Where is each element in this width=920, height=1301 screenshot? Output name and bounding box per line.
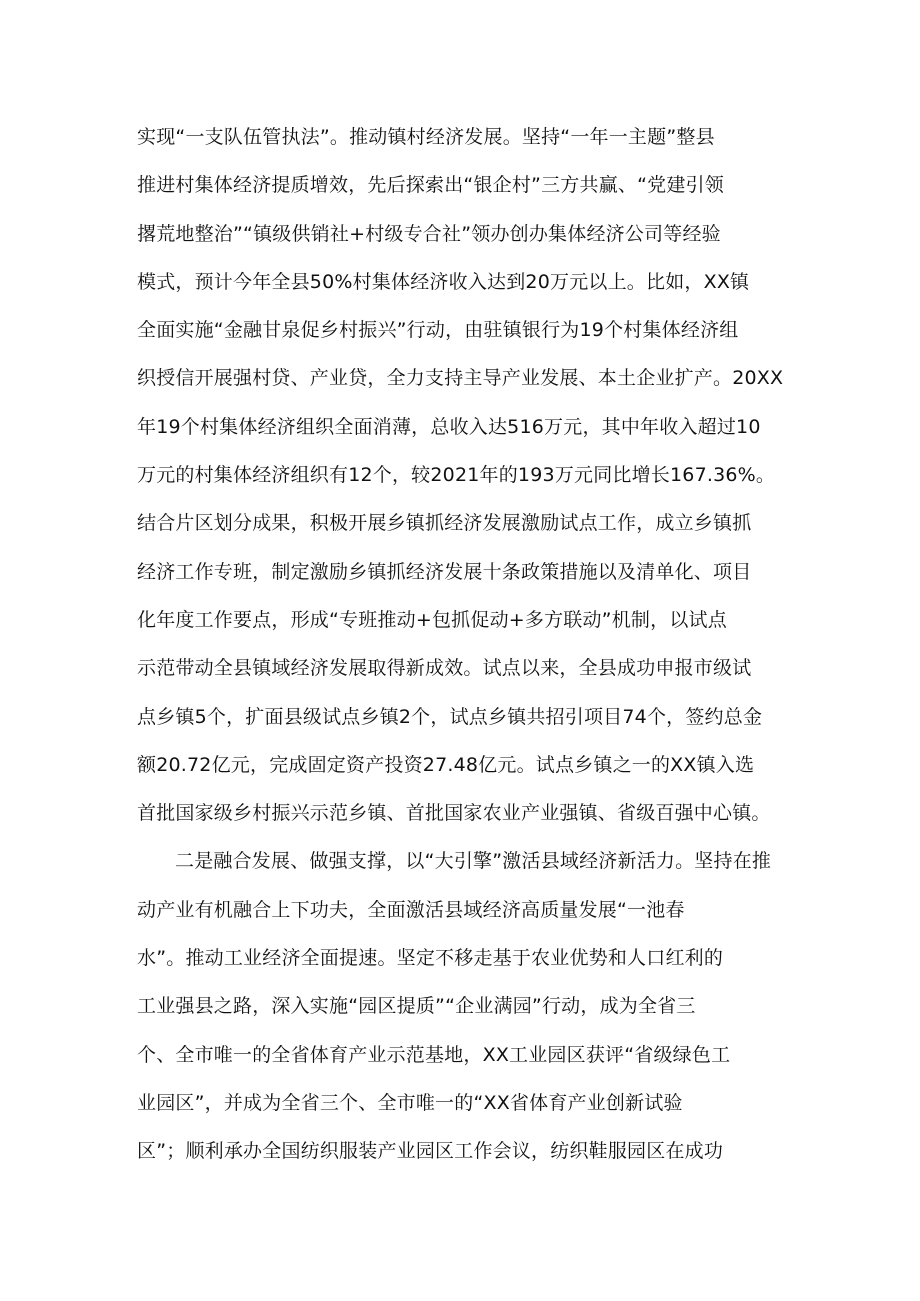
text-line: 模式，预计今年全县50%村集体经济收入达到20万元以上。比如，XX镇	[137, 270, 750, 293]
text-line: 织授信开展强村贷、产业贷，全力支持主导产业发展、本土企业扩产。20XX	[137, 367, 784, 390]
text-line: 二是融合发展、做强支撑，以“大引擎”激活县域经济新活力。坚持在推	[175, 850, 772, 873]
text-line: 年19个村集体经济组织全面消薄，总收入达516万元，其中年收入超过10	[137, 415, 761, 438]
text-line: 经济工作专班，制定激励乡镇抓经济发展十条政策措施以及清单化、项目	[137, 560, 752, 583]
text-line: 全面实施“金融甘泉促乡村振兴”行动，由驻镇银行为19个村集体经济组	[137, 319, 739, 342]
text-line: 业园区”，并成为全省三个、全市唯一的“XX省体育产业创新试验	[137, 1091, 683, 1114]
text-line: 点乡镇5个，扩面县级试点乡镇2个，试点乡镇共招引项目74个，签约总金	[137, 705, 763, 728]
text-line: 推进村集体经济提质增效，先后探索出“银企村”三方共赢、“党建引领	[137, 174, 724, 197]
text-line: 撂荒地整治”“镇级供销社+村级专合社”领办创办集体经济公司等经验	[137, 222, 721, 245]
document-body	[137, 113, 797, 1176]
text-line: 实现“一支队伍管执法”。推动镇村经济发展。坚持“一年一主题”整县	[137, 126, 715, 148]
text-line: 工业强县之路，深入实施“园区提质”“企业满园”行动，成为全省三	[137, 995, 696, 1018]
text-line: 示范带动全县镇域经济发展取得新成效。试点以来，全县成功申报市级试	[137, 657, 752, 680]
text-line: 首批国家级乡村振兴示范乡镇、首批国家农业产业强镇、省级百强中心镇。	[137, 802, 771, 825]
text-line: 化年度工作要点，形成“专班推动+包抓促动+多方联动”机制，以试点	[137, 608, 727, 631]
text-line: 结合片区划分成果，积极开展乡镇抓经济发展激励试点工作，成立乡镇抓	[137, 512, 752, 535]
text-line: 区”；顺利承办全国纺织服装产业园区工作会议，纺织鞋服园区在成功	[137, 1140, 724, 1163]
text-line: 个、全市唯一的全省体育产业示范基地，XX工业园区获评“省级绿色工	[137, 1043, 731, 1066]
text-line: 水”。推动工业经济全面提速。坚定不移走基于农业优势和人口红利的	[137, 947, 724, 970]
text-line: 万元的村集体经济组织有12个，较2021年的193万元同比增长167.36%。	[137, 464, 776, 487]
text-line: 额20.72亿元，完成固定资产投资27.48亿元。试点乡镇之一的XX镇入选	[137, 753, 755, 776]
text-line: 动产业有机融合上下功夫，全面激活县域经济高质量发展“一池春	[137, 898, 685, 921]
